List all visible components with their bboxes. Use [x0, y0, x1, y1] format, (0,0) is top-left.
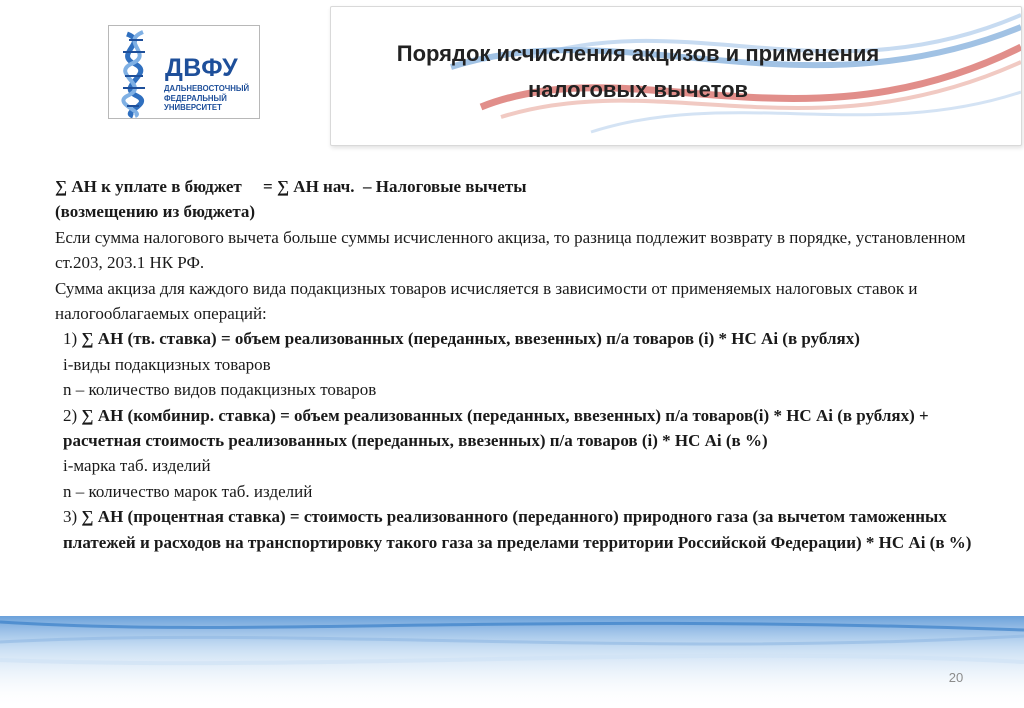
percent-rate-formula: ∑ АН (процентная ставка) = стоимость реализованного (переданного) природного газа (за вычетом таможенных платежей и расходов на транспортировку такого газа за пределами территории Российской Федерации) * НС Ai (в %) [63, 507, 972, 552]
combined-rate-formula: ∑ АН (комбинир. ставка) = объем реализованных (переданных, ввезенных) п/а товаров(i) * НС Ai (в рублях) + расчетная стоимость реализованных (переданных, ввезенных) п/а товаров (i) * НС Ai (в %) [63, 405, 929, 451]
paragraph-calculation: Сумма акциза для каждого вида подакцизных товаров исчисляется в зависимости от применяемых налоговых ставок и налогооблагаемых операций: [55, 278, 918, 324]
main-formula-continuation: (возмещению из бюджета) [55, 202, 256, 222]
list-item-percent-rate [55, 504, 980, 555]
paragraph-refund: Если сумма налогового вычета больше суммы исчисленного акциза, то разница подлежит возврату в порядке, установленном ст.203, 203.1 НК РФ. [55, 227, 966, 273]
fixed-rate-formula: ∑ АН (тв. ставка) = объем реализованных (переданных, ввезенных) п/а товаров (i) * НС Ai (в рублях) [81, 329, 860, 349]
page-number: 20 [948, 670, 964, 685]
list-item-fixed-rate [55, 326, 980, 351]
logo-abbreviation: ДВФУ [165, 54, 239, 82]
dna-helix-icon [109, 26, 165, 118]
list-item-combined-rate [55, 403, 980, 454]
slide-title-line-2: налоговых вычетов [527, 77, 749, 102]
list-item-number: 2) [63, 405, 82, 425]
bottom-wave [0, 616, 1024, 708]
fixed-rate-note-n: n – количество видов подакцизных товаров [63, 380, 377, 400]
list-item-number: 1) [63, 329, 82, 349]
logo-full-name: ДАЛЬНЕВОСТОЧНЫЙ ФЕДЕРАЛЬНЫЙ УНИВЕРСИТЕТ [164, 84, 250, 113]
combined-rate-note-i: i-марка таб. изделий [63, 456, 211, 476]
list-item-number: 3) [63, 507, 82, 527]
slide-title [330, 36, 946, 108]
slide-body [55, 174, 980, 555]
slide-title-line-1: Порядок исчисления акцизов и применения [396, 41, 880, 66]
university-logo [108, 25, 260, 119]
main-formula: ∑ АН к уплате в бюджет = ∑ АН нач. – Налоговые вычеты [55, 177, 527, 196]
combined-rate-note-n: n – количество марок таб. изделий [63, 481, 313, 501]
bottom-decorative-band [0, 616, 1024, 708]
fixed-rate-note-i: i-виды подакцизных товаров [63, 354, 271, 374]
